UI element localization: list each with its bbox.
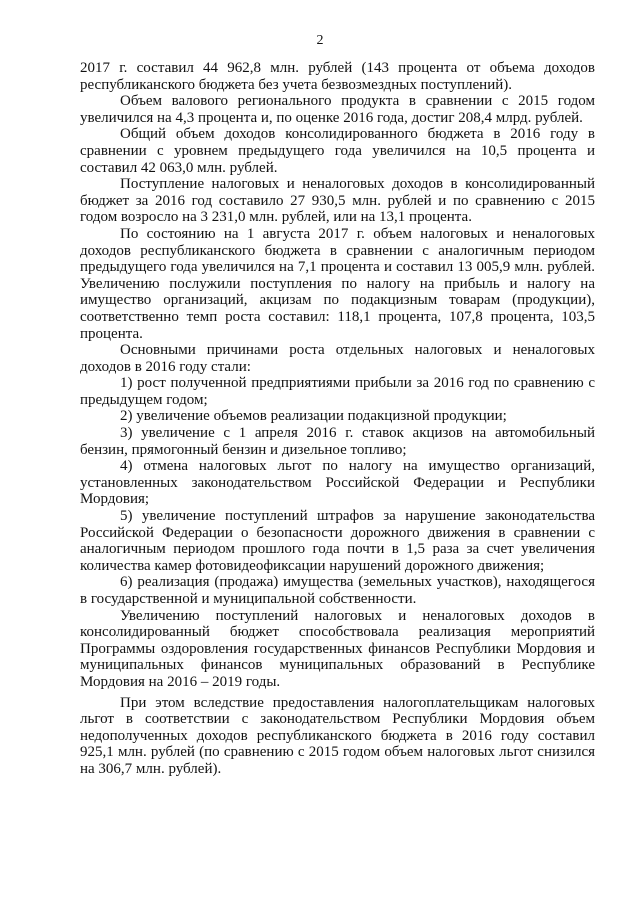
page-number: 2 bbox=[316, 33, 324, 48]
paragraph-program: Увеличению поступлений налоговых и неналоговых доходов в консолидированный бюджет способствовала реализация мероприятий Программы оздоровления государственных финансов Республики Мордовия и муниципальных финансов муниципальных образований в Республике Мордовия на 2016 – 2019 годы. bbox=[80, 607, 595, 690]
document-body bbox=[80, 60, 595, 778]
list-item-4: 4) отмена налоговых льгот по налогу на имущество организаций, установленных законодательством Российской Федерации и Республики Мордовия; bbox=[80, 458, 595, 508]
list-item-2: 2) увеличение объемов реализации подакцизной продукции; bbox=[120, 408, 507, 425]
paragraph-tax-benefits: При этом вследствие предоставления налогоплательщикам налоговых льгот в соответствии с законодательством Республики Мордовия объем недополученных доходов республиканского бюджета в 2016 году составил 925,1 млн. рублей (по сравнению с 2015 годом объем налоговых льгот снизился на 306,7 млн. рублей). bbox=[80, 694, 595, 777]
list-item-1: 1) рост полученной предприятиями прибыли за 2016 год по сравнению с предыдущем годом; bbox=[80, 375, 595, 408]
paragraph-consolidated-budget: Общий объем доходов консолидированного бюджета в 2016 году в сравнении с уровнем предыдущего года увеличился на 10,5 процента и составил 42 063,0 млн. рублей. bbox=[80, 126, 595, 176]
list-item-5: 5) увеличение поступлений штрафов за нарушение законодательства Российской Федерации о безопасности дорожного движения в сравнении с аналогичным периодом прошлого года почти в 1,5 раза за счет увеличения количества камер фотовидеофиксации нарушений дорожного движения; bbox=[80, 508, 595, 574]
list-item-6: 6) реализация (продажа) имущества (земельных участков), находящегося в государственной и муниципальной собственности. bbox=[80, 574, 595, 607]
paragraph-august-status: По состоянию на 1 августа 2017 г. объем налоговых и неналоговых доходов республиканского бюджета в сравнении с аналогичным периодом предыдущего года увеличился на 7,1 процента и составил 13 005,9 млн. рублей. Увеличению послужили поступления по налогу на прибыль и налогу на имущество организаций, акцизам по подакцизным товарам (продукции), соответственно темп роста составил: 118,1 процента, 107,8 процента, 103,5 процента. bbox=[80, 225, 595, 342]
paragraph-tax-revenues: Поступление налоговых и неналоговых доходов в консолидированный бюджет за 2016 год составило 27 930,5 млн. рублей и по сравнению с 2015 годом возросло на 3 231,0 млн. рублей, или на 13,1 процента. bbox=[80, 176, 595, 226]
paragraph-grp: Объем валового регионального продукта в сравнении с 2015 годом увеличился на 4,3 процента и, по оценке 2016 года, достиг 208,4 млрд. рублей. bbox=[80, 93, 595, 126]
paragraph-main-reasons: Основными причинами роста отдельных налоговых и неналоговых доходов в 2016 году стали: bbox=[80, 342, 595, 375]
paragraph-continuation: 2017 г. составил 44 962,8 млн. рублей (143 процента от объема доходов республиканского бюджета без учета безвозмездных поступлений). bbox=[80, 60, 595, 93]
list-item-3: 3) увеличение с 1 апреля 2016 г. ставок акцизов на автомобильный бензин, прямогонный бензин и дизельное топливо; bbox=[80, 425, 595, 458]
